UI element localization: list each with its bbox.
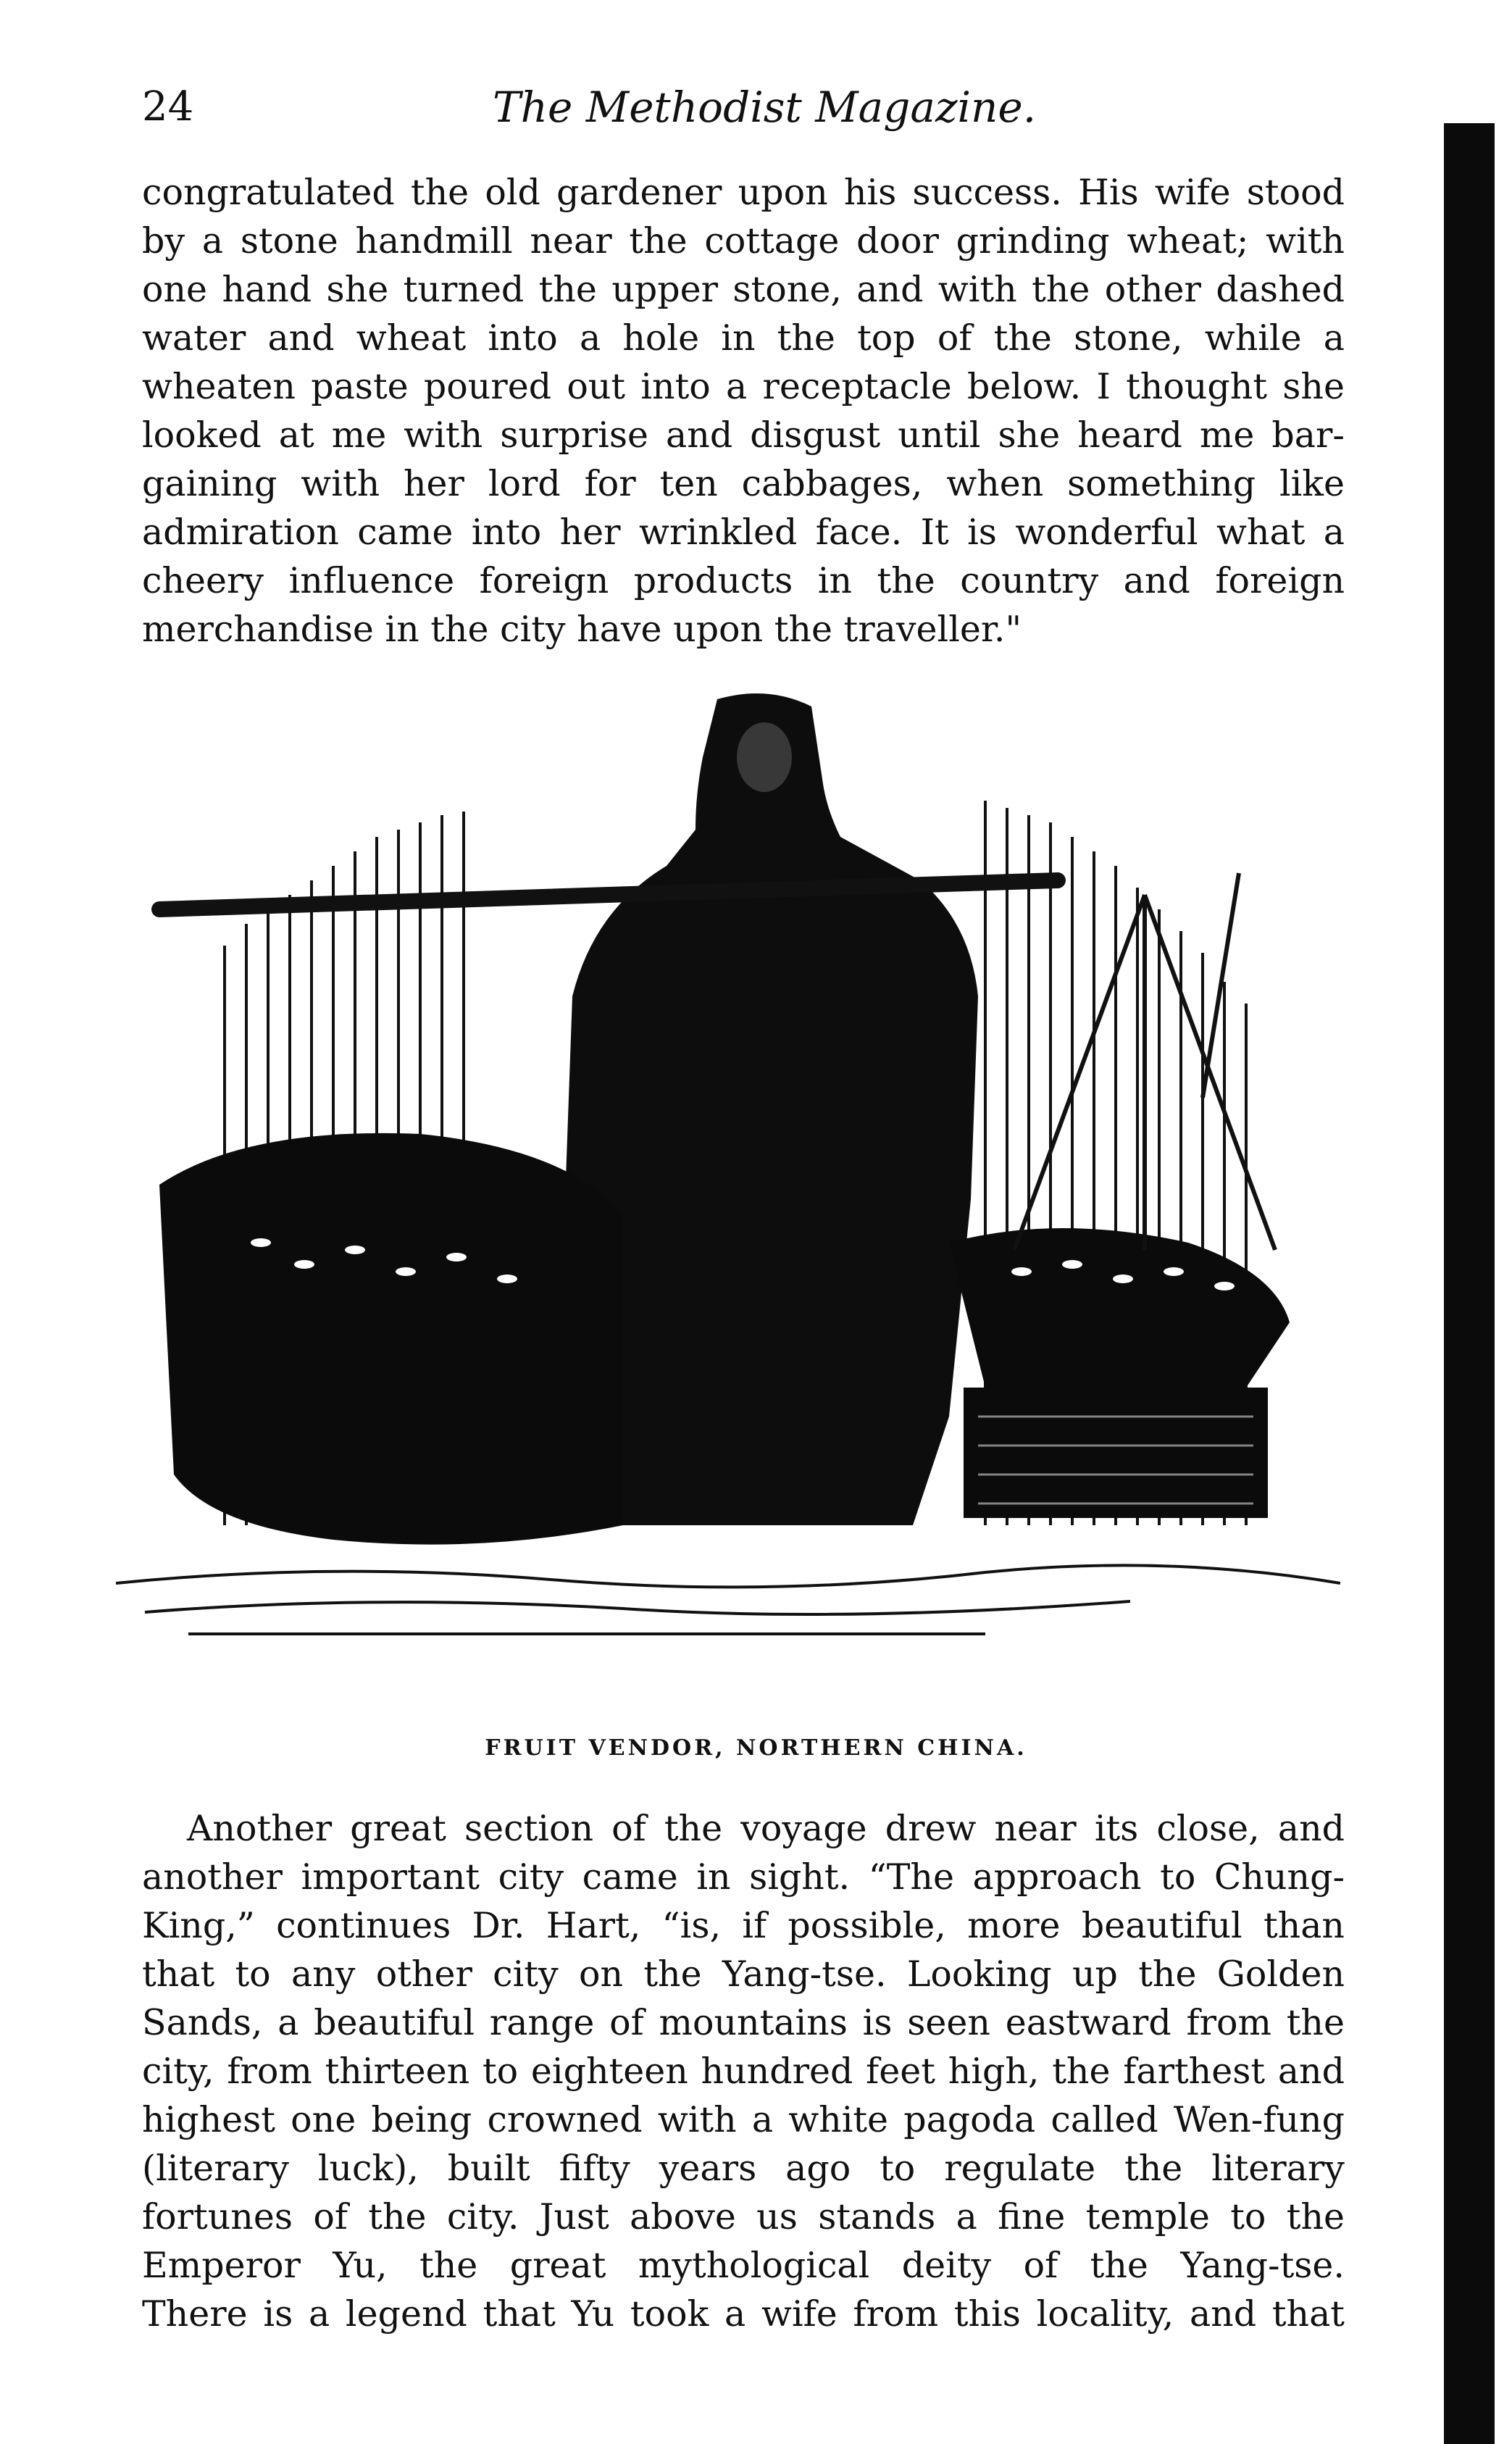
text-line: congratulated the old gardener upon his success. His wife stood	[142, 172, 1345, 213]
page-header	[0, 78, 1512, 136]
running-title: The Methodist Magazine.	[493, 83, 1037, 132]
page-number: 24	[142, 83, 194, 130]
bottom-paragraph	[142, 1804, 1345, 2338]
engraving-fruit-vendor	[116, 692, 1340, 1685]
vendor-figure	[565, 693, 978, 1525]
text-line: water and wheat into a hole in the top of the stone, while a	[142, 317, 1345, 359]
text-line: Another great section of the voyage drew near its close, and	[187, 1808, 1345, 1849]
page-edge-shadow	[1444, 123, 1495, 2444]
text-line: looked at me with surprise and disgust until she heard me bar-	[142, 414, 1345, 456]
figure-caption: FRUIT VENDOR, NORTHERN CHINA.	[485, 1735, 1027, 1761]
text-line: another important city came in sight. “The approach to Chung-	[142, 1856, 1345, 1898]
text-line: city, from thirteen to eighteen hundred feet high, the farthest and	[142, 2051, 1345, 2092]
text-line: Sands, a beautiful range of mountains is seen eastward from the	[142, 2002, 1345, 2043]
text-line: wheaten paste poured out into a receptacle below. I thought she	[142, 366, 1345, 407]
text-line: one hand she turned the upper stone, and with the other dashed	[142, 269, 1345, 310]
text-line: that to any other city on the Yang-tse. Looking up the Golden	[142, 1953, 1345, 1995]
text-line: merchandise in the city have upon the traveller."	[142, 609, 1022, 650]
vendor-face	[737, 722, 792, 792]
text-line: cheery influence foreign products in the country and foreign	[142, 560, 1345, 601]
text-line: King,” continues Dr. Hart, “is, if possible, more beautiful than	[142, 1905, 1345, 1946]
top-paragraph	[142, 168, 1345, 654]
text-line: Emperor Yu, the great mythological deity of the Yang-tse.	[142, 2245, 1345, 2286]
ground-strokes	[116, 1565, 1340, 1634]
text-line: admiration came into her wrinkled face. It is wonderful what a	[142, 512, 1345, 553]
text-line: (literary luck), built fifty years ago to regulate the literary	[142, 2148, 1345, 2189]
text-line: highest one being crowned with a white pagoda called Wen-fung	[142, 2099, 1345, 2140]
left-basket	[159, 1133, 623, 1545]
scale-ropes	[1014, 873, 1275, 1250]
text-line: fortunes of the city. Just above us stands a fine temple to the	[142, 2196, 1345, 2237]
text-line: by a stone handmill near the cottage door grinding wheat; with	[142, 220, 1345, 262]
text-line: There is a legend that Yu took a wife from this locality, and that	[142, 2293, 1345, 2335]
text-line: gaining with her lord for ten cabbages, when something like	[142, 463, 1345, 504]
